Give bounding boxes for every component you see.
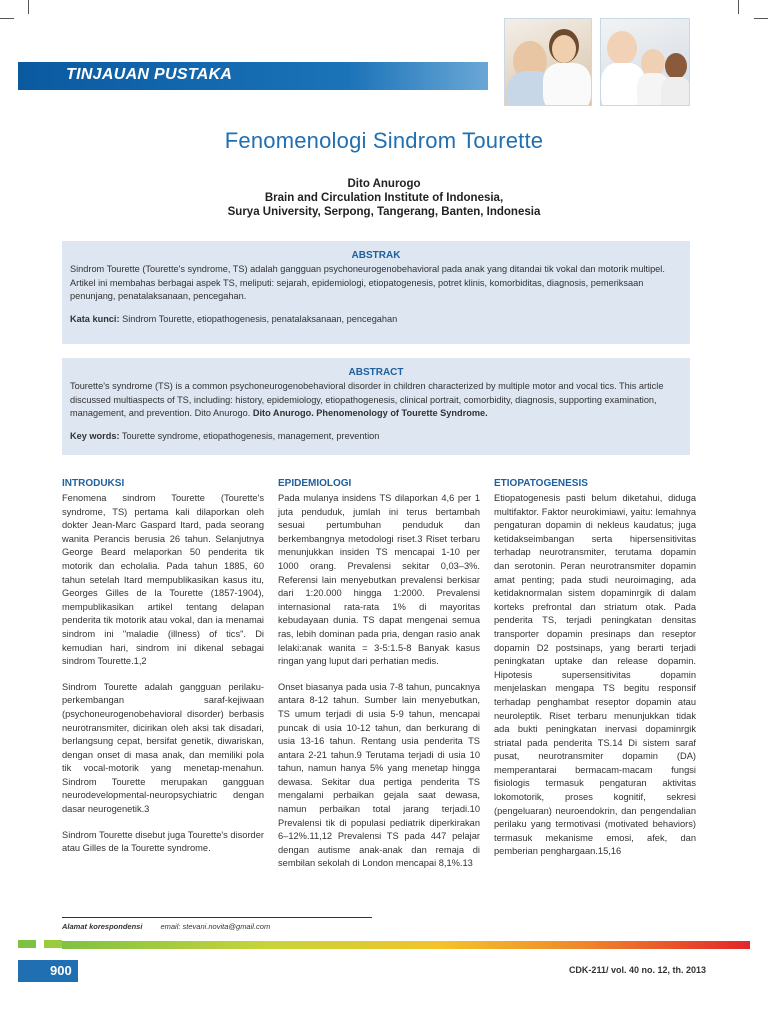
- correspondence: [62, 922, 270, 931]
- abstract-citation: Dito Anurogo. Phenomenology of Tourette Syndrome.: [252, 408, 488, 418]
- author-name: Dito Anurogo: [347, 178, 421, 190]
- section-header: [18, 62, 488, 90]
- paragraph: Onset biasanya pada usia 7-8 tahun, puncaknya antara 8-12 tahun. Sumber lain menyebutkan, TS umum terjadi di usia 5-9 tahun, mencapai puncak di usia 10-12 tahun, dan berkurang di usia 13-16 tahun. Rentang usia penderita TS antara 2-21 tahun.9 Terutama terjadi di usia 10 tahun, namun hanya 5% yang menetap hingga dewasa. Sekitar dua pertiga penderita TS mengalami perbaikan gejala saat dewasa, namun perbaikan total jarang terjadi.10 Prevalensi tik di populasi pediatrik diperkirakan 6–12%.11,12 Prevalensi TS pada 447 pelajar dengan autisme anak-anak dan remaja di sembilan sekolah di London mencapai 8,1%.13: [278, 681, 480, 869]
- section-heading: ETIOPATOGENESIS: [494, 478, 588, 489]
- abstract-text: Tourette's syndrome (TS) is a common psychoneurogenobehavioral disorder in children characterized by multiple motor and vocal tics. This article discussed multiaspects of TS, including: history, epidemiology, etiopathogenesis, clinical portrait, comorbidity, diagnosis, supporting examination, management, and prevention. Dito Anurogo.: [70, 381, 664, 418]
- correspondence-email: email: stevani.novita@gmail.com: [160, 922, 271, 931]
- crop-mark: [0, 18, 14, 19]
- paragraph: Etiopatogenesis pasti belum diketahui, diduga multifaktor. Faktor neurokimiawi, yaitu: lemahnya pengaturan dopamin di nekleus kaudatus; juga ketidakseimbangan serta hipersensitivitas terhadap neurotransmiter, terutama dopamin dan serotonin. Peran neurotransmiter dopamin amat penting; pada studi neuroimaging, ada ketidaknormalan sistem dopaminrgik di dalam korteks prefrontal dan striatum otak. Pada penderita TS, terjadi peningkatan densitas transporter dopamin presinaps dan reseptor dopamin D2 postsinaps, yang berarti terjadi peningkatan uptake dan release dopamin. Hipotesis supersensitivitas dopamin menjelaskan mengapa TS begitu responsif terhadap penghambat reseptor dopamin atau neuroleptik. Riset terbaru menunjukkan tidak ada bukti peningkatan inervasi dopaminrgik striatal pada penderita TS.14 Di sistem saraf pusat, neurotransmiter dopamin (DA) memperantarai bermacam-macam fungsi fisiologis termasuk pengaturan aktivitas lokomotorik, proses kognitif, sekresi (pengeluaran) neuroendokrin, dan pengendalian perilaku yang termotivasi (motivated behaviors) termasuk mekanisme emosi, afek, dan pemberian penghargaan.15,16: [494, 493, 696, 857]
- abstrak-body: Sindrom Tourette (Tourette's syndrome, TS) adalah gangguan psychoneurogenobehavioral pada anak yang ditandai tik vokal dan motorik multipel. Artikel ini membahas berbagai aspek TS, meliputi: sejarah, epidemiologi, etiopatogenesis, potret klinis, komorbiditas, diagnosis, pemeriksaan penunjang, penatalaksanaan, pencegahan.: [70, 264, 665, 301]
- color-stripe: [62, 941, 750, 949]
- abstrak-keywords: [62, 313, 690, 327]
- paragraph: Fenomena sindrom Tourette (Tourette's syndrome, TS) pertama kali dilaporkan oleh dokter Jean-Marc Gaspard Itard, pada seorang wanita Perancis berusia 26 tahun. Selanjutnya George Beard melaporkan 50 penderita tik motorik dan echolalia. Pada tahun 1885, 60 tahun setelah Itard mempublikasikan kasus itu, Georges Gilles de la Tourette (1857-1904), mempublikasikan artikel tentang delapan penderita tik motorik atau vokal, dan ia menamai sindrom ini "maladie (illness) of tics". Di kemudian hari, sindrom ini dikenal sebagai sindrom Tourette.1,2: [62, 493, 264, 667]
- page-number-box: [18, 960, 78, 982]
- column-introduksi: [62, 478, 264, 868]
- keywords-label: Key words:: [70, 430, 120, 441]
- column-etiopatogenesis: [494, 478, 696, 871]
- crop-mark: [28, 0, 29, 14]
- section-heading: INTRODUKSI: [62, 478, 125, 489]
- section-label: TINJAUAN PUSTAKA: [66, 66, 233, 83]
- correspondence-label: Alamat korespondensi: [62, 922, 143, 931]
- keywords-label: Kata kunci:: [70, 313, 120, 324]
- column-epidemiologi: [278, 478, 480, 883]
- page-number: 900: [50, 963, 72, 978]
- paragraph: Sindrom Tourette adalah gangguan perilaku-perkembangan saraf-kejiwaan (psychoneurogenobehavioral disorder) berbasis neurotransmiter, dicirikan oleh aksi tak disadari, berlangsung cepat, bersifat genetik, diwariskan, dengan onset di masa anak, dan memiliki pola tik vocal-motorik yang menetap-menahun. Sindrom Tourette merupakan gangguan neurodevelopmental-neuropsychiatric dengan dasar neurogenetik.3: [62, 681, 264, 815]
- keywords-text: Tourette syndrome, etiopathogenesis, management, prevention: [121, 430, 380, 441]
- paragraph: Sindrom Tourette disebut juga Tourette's disorder atau Gilles de la Tourette syndrome.: [62, 829, 264, 854]
- keywords-text: Sindrom Tourette, etiopathogenesis, penatalaksanaan, pencegahan: [122, 313, 398, 324]
- abstract-keywords: [62, 430, 690, 444]
- abstrak-heading: ABSTRAK: [351, 250, 401, 261]
- photo-doctor-child: [504, 18, 592, 106]
- decor-square: [18, 940, 36, 948]
- abstrak-box: [62, 241, 690, 344]
- crop-mark: [738, 0, 739, 14]
- decor-square: [44, 940, 62, 948]
- author-block: [0, 177, 768, 219]
- section-heading: EPIDEMIOLOGI: [278, 478, 352, 489]
- abstract-body: [62, 380, 690, 421]
- footnote-rule: [62, 917, 372, 918]
- author-affiliation: Surya University, Serpong, Tangerang, Banten, Indonesia: [227, 206, 541, 218]
- photo-medical-team: [600, 18, 690, 106]
- abstract-heading: ABSTRACT: [348, 367, 404, 378]
- paragraph: Pada mulanya insidens TS dilaporkan 4,6 per 1 juta penduduk, jumlah ini terus bertambah sesuai pertumbuhan penduduk dan berkembangnya metodologi riset.3 Riset terbaru menunjukkan insiden TS mencapai 1-10 per 1000 orang. Prevalensi sekitar 0,03–3%. Referensi lain menyebutkan prevalensi berkisar dari 1:20.000 hingga 1:2000. Prevalensi internasional rata-rata 1% di mayoritas kebudayaan dunia. TS dapat mengenai semua ras, lebih dominan pada pria, dengan rasio anak lelaki:anak wanita = 3-5:1.5-8 Banyak kasus ringan yang luput dari perhatian medis.: [278, 493, 480, 667]
- abstract-box: [62, 358, 690, 455]
- author-affiliation: Brain and Circulation Institute of Indonesia,: [264, 192, 504, 204]
- article-title: Fenomenologi Sindrom Tourette: [224, 128, 544, 153]
- journal-citation: CDK-211/ vol. 40 no. 12, th. 2013: [568, 965, 706, 975]
- crop-mark: [754, 18, 768, 19]
